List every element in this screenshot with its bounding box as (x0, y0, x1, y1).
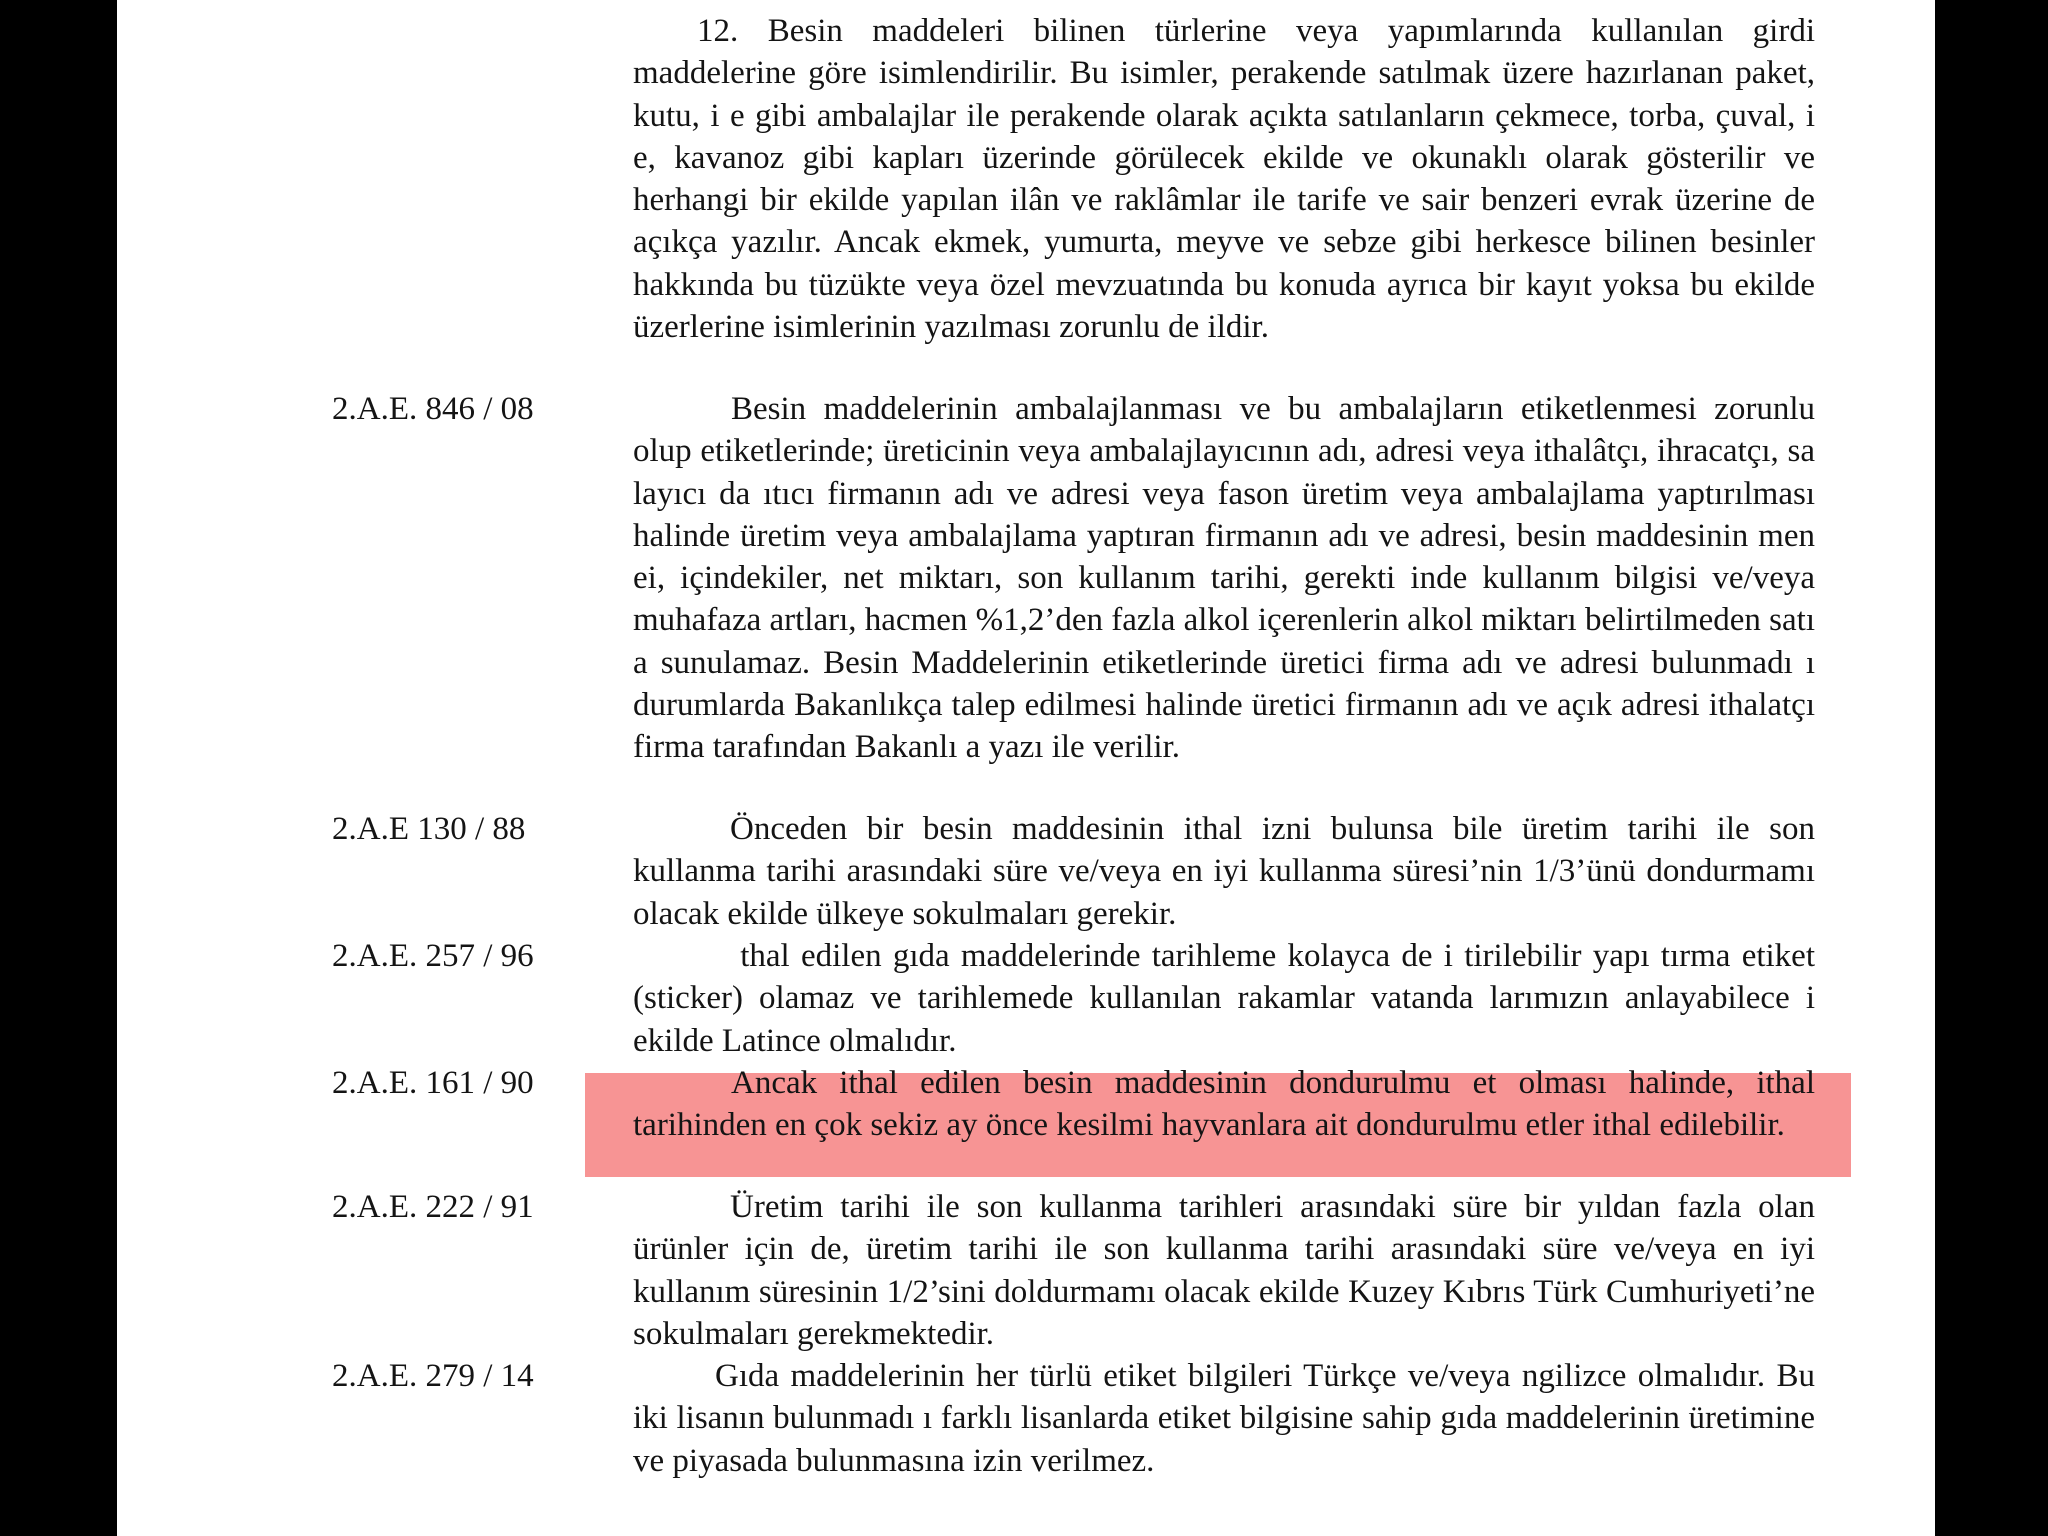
paragraph-161-90 (633, 1062, 1815, 1147)
reference-label: 2.A.E 130 / 88 (332, 811, 526, 847)
reference-label: 2.A.E. 257 / 96 (332, 938, 534, 974)
paragraph-text: Ancak ithal edilen besin maddesinin dondurulmu et olması halinde, ithal tarihinden en çok sekiz ay önce kesilmi hayvanlara ait dondurulmu etler ithal edilebilir. (633, 1065, 1815, 1144)
paragraph-text: thal edilen gıda maddelerinde tarihleme kolayca de i tirilebilir yapı tırma etiket (sticker) olamaz ve tarihlemede kullanılan rakamlar vatanda larımızın anlayabilece i ekilde Latince olmalıdır. (633, 938, 1815, 1059)
paragraph-text: Üretim tarihi ile son kullanma tarihleri arasındaki süre bir yıldan fazla olan ürünler için de, üretim tarihi ile son kullanma tarihi arasındaki süre ve/veya en iyi kullanım süresinin 1/2’sini doldurmamı olacak ekilde Kuzey Kıbrıs Türk Cumhuriyeti’ne sokulmaları gerekmektedir. (633, 1189, 1815, 1352)
paragraph-257-96 (633, 935, 1815, 1062)
paragraph-130-88 (633, 808, 1815, 935)
paragraph-text: Gıda maddelerinin her türlü etiket bilgileri Türkçe ve/veya ngilizce olmalıdır. Bu iki lisanın bulunmadı ı farklı lisanlarda etiket bilgisine sahip gıda maddelerinin üretimine ve piyasada bulunmasına izin verilmez. (633, 1358, 1815, 1479)
paragraph-text: 12. Besin maddeleri bilinen türlerine veya yapımlarında kullanılan girdi maddelerine göre isimlendirilir. Bu isimler, perakende satılmak üzere hazırlanan paket, kutu, i e gibi ambalajlar ile perakende olarak açıkta satılanların çekmece, torba, çuval, i e, kavanoz gibi kapları üzerinde görülecek ekilde ve okunaklı olarak gösterilir ve herhangi bir ekilde yapılan ilân ve raklâmlar ile tarife ve sair benzeri evrak üzerine de açıkça yazılır. Ancak ekmek, yumurta, meyve ve sebze gibi herkesce bilinen besinler hakkında bu tüzükte veya özel mevzuatında bu konuda ayrıca bir kayıt yoksa bu ekilde üzerlerine isimlerinin yazılması zorunlu de ildir. (633, 13, 1815, 346)
paragraph-846-08 (633, 388, 1815, 769)
paragraph-279-14 (633, 1355, 1815, 1482)
reference-label: 2.A.E. 846 / 08 (332, 391, 534, 427)
paragraph-text: Besin maddelerinin ambalajlanması ve bu ambalajların etiketlenmesi zorunlu olup etiketlerinde; üreticinin veya ambalajlayıcının adı, adresi veya ithalâtçı, ihracatçı, sa layıcı da ıtıcı firmanın adı ve adresi veya fason üretim veya ambalajlama yaptırılması halinde üretim veya ambalajlama yaptıran firmanın adı ve adresi, besin maddesinin men ei, içindekiler, net miktarı, son kullanım tarihi, gerekti inde kullanım bilgisi ve/veya muhafaza artları, hacmen %1,2’den fazla alkol içerenlerin alkol miktarı belirtilmeden satı a sunulamaz. Besin Maddelerinin etiketlerinde üretici firma adı ve adresi bulunmadı ı durumlarda Bakanlıkça talep edilmesi halinde üretici firmanın adı ve açık adresi ithalatçı firma tarafından Bakanlı a yazı ile verilir. (633, 391, 1815, 766)
reference-label: 2.A.E. 161 / 90 (332, 1065, 534, 1101)
paragraph-text: Önceden bir besin maddesinin ithal izni bulunsa bile üretim tarihi ile son kullanma tarihi arasındaki süre ve/veya en iyi kullanma süresi’nin 1/3’ünü dondurmamı olacak ekilde ülkeye sokulmaları gerekir. (633, 811, 1815, 932)
reference-label: 2.A.E. 279 / 14 (332, 1358, 534, 1394)
reference-label: 2.A.E. 222 / 91 (332, 1189, 534, 1225)
paragraph-12 (633, 10, 1815, 348)
paragraph-222-91 (633, 1186, 1815, 1355)
